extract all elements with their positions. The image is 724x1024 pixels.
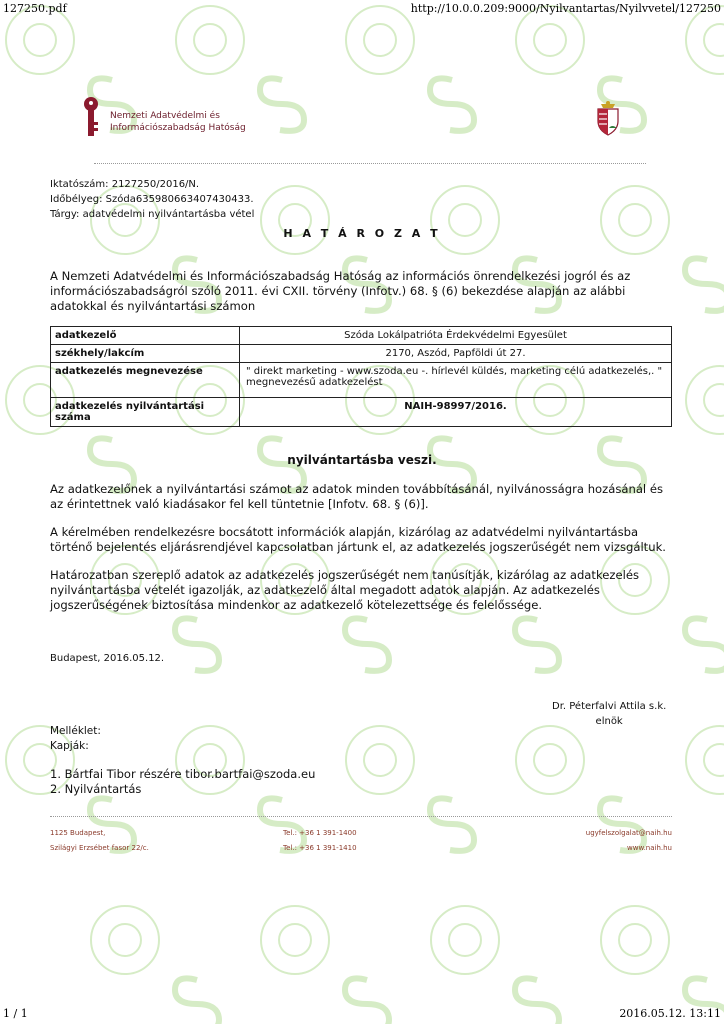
document-meta <box>50 177 254 222</box>
watermark-ring <box>261 906 329 974</box>
watermark-ring-inner <box>364 24 396 56</box>
watermark-ring <box>346 6 414 74</box>
print-page-number: 1 / 1 <box>3 1007 28 1020</box>
watermark-ring <box>176 6 244 74</box>
footer-tel: Tel.: +36 1 391-1400 <box>283 829 357 837</box>
watermark-glyph <box>430 798 474 851</box>
footer-contact <box>586 826 672 856</box>
watermark-ring-inner <box>704 744 724 776</box>
watermark-glyph <box>515 978 559 1024</box>
footer-fax: Tel.: +36 1 391-1410 <box>283 844 357 852</box>
watermark-ring <box>601 186 669 254</box>
table-value: Szóda Lokálpatrióta Érdekvédelmi Egyesület <box>240 327 672 345</box>
watermark-ring-inner <box>534 24 566 56</box>
table-key: székhely/lakcím <box>51 345 240 363</box>
print-url: http://10.0.0.209:9000/Nyilvantartas/Nyilvvetel/127250 <box>410 2 721 15</box>
place-date: Budapest, 2016.05.12. <box>50 653 165 664</box>
attachment-label: Melléklet: <box>50 725 101 737</box>
authority-name-line1: Nemzeti Adatvédelmi és <box>110 111 220 121</box>
footer-divider <box>50 816 672 817</box>
watermark-ring <box>686 726 724 794</box>
footer-address <box>50 826 149 856</box>
paragraph-3: Határozatban szereplő adatok az adatkezelés jogszerűségét nem tanúsítják, kizárólag az adatkezelés nyilvántartásba vételét igazolják, az adatkezelő által megadott adatok alapján. Az adatkezelés jogszerűségének biztosítása mindenkor az adatkezelő kötelezettsége és felelőssége. <box>50 568 640 612</box>
watermark-ring <box>431 186 499 254</box>
print-datetime: 2016.05.12. 13:11 <box>619 1007 721 1020</box>
footer-address-line1: 1125 Budapest, <box>50 829 106 837</box>
watermark-glyph <box>175 978 219 1024</box>
watermark-ring-inner <box>704 384 724 416</box>
watermark-ring <box>686 6 724 74</box>
watermark-glyph <box>345 978 389 1024</box>
watermark-ring-inner <box>364 744 396 776</box>
watermark-ring <box>686 366 724 434</box>
table-row <box>51 345 672 363</box>
table-row <box>51 327 672 345</box>
watermark-ring-inner <box>194 24 226 56</box>
watermark-ring <box>346 726 414 794</box>
list-item: 1. Bártfai Tibor részére tibor.bartfai@szoda.eu <box>50 767 316 781</box>
watermark-glyph <box>345 618 389 671</box>
signature-block <box>552 699 666 729</box>
watermark-ring-inner <box>619 924 651 956</box>
intro-paragraph: A Nemzeti Adatvédelmi és Információszabadság Hatóság az információs önrendelkezési jogról és az információszabadságról szóló 2011. évi CXII. törvény (Infotv.) 68. § (6) bekezdése alapján az alábbi adatokkal és nyilvántartási számon <box>50 269 631 313</box>
watermark-ring <box>516 6 584 74</box>
signatory-role: elnök <box>595 716 623 727</box>
print-filename: 127250.pdf <box>3 2 67 15</box>
list-item: 2. Nyilvántartás <box>50 782 142 796</box>
paragraph-1: Az adatkezelőnek a nyilvántartási számot az adatok minden továbbításánál, nyilvánosságra hozásánál és az érintettnek való kiadásakor fel kell tüntetnie [Infotv. 68. § (6)]. <box>50 482 664 511</box>
watermark-glyph <box>430 78 474 131</box>
footer-web: www.naih.hu <box>627 844 672 852</box>
coat-of-arms-icon <box>596 100 620 136</box>
watermark-ring-inner <box>279 924 311 956</box>
document-title: H A T Á R O Z A T <box>283 227 441 240</box>
table-key: adatkezelés nyilvántartási száma <box>51 398 240 427</box>
watermark-ring-inner <box>449 924 481 956</box>
timestamp: Időbélyeg: Szóda635980663407430433. <box>50 194 254 205</box>
watermark-ring <box>91 906 159 974</box>
authority-name-line2: Információszabadság Hatóság <box>110 123 246 133</box>
watermark-glyph <box>685 618 724 671</box>
watermark-glyph <box>175 618 219 671</box>
watermark-glyph <box>685 258 724 311</box>
watermark-ring <box>261 186 329 254</box>
watermark-ring-inner <box>534 744 566 776</box>
decision-text: nyilvántartásba veszi. <box>287 453 437 467</box>
table-key: adatkezelő <box>51 327 240 345</box>
table-row <box>51 398 672 427</box>
footer-phones <box>283 826 357 856</box>
key-icon <box>82 96 100 138</box>
registration-table <box>50 326 672 427</box>
signatory-name: Dr. Péterfalvi Attila s.k. <box>552 701 667 712</box>
footer-email: ugyfelszolgalat@naih.hu <box>585 829 672 837</box>
watermark-glyph <box>260 78 304 131</box>
watermark-ring <box>431 906 499 974</box>
subject: Tárgy: adatvédelmi nyilvántartásba vétel <box>50 209 255 220</box>
recipients-label: Kapják: <box>50 740 89 752</box>
watermark-ring <box>6 6 74 74</box>
watermark-ring-inner <box>109 924 141 956</box>
footer-address-line2: Szilágyi Erzsébet fasor 22/c. <box>50 844 149 852</box>
paragraph-2: A kérelmében rendelkezésre bocsátott információk alapján, kizárólag az adatvédelmi nyilvántartásba történő bejelentés eljárásrendjével kapcsolatban jártunk el, az adatkezelés jogszerűségét nem vizsgáltuk. <box>50 525 666 554</box>
attachments <box>50 724 101 754</box>
table-value: 2170, Aszód, Papföldi út 27. <box>240 345 672 363</box>
watermark-ring-inner <box>24 24 56 56</box>
recipients-list <box>50 767 315 797</box>
table-row <box>51 363 672 398</box>
watermark-ring <box>601 906 669 974</box>
watermark-ring <box>516 726 584 794</box>
watermark-glyph <box>515 618 559 671</box>
header-divider <box>94 163 646 164</box>
table-value: " direkt marketing - www.szoda.eu -. hírlevél küldés, marketing célú adatkezelés,. " megnevezésű adatkezelést <box>240 363 672 398</box>
authority-logo <box>82 96 246 138</box>
file-number: Iktatószám: 2127250/2016/N. <box>50 179 200 190</box>
registration-number: NAIH-98997/2016. <box>240 398 672 427</box>
watermark-ring-inner <box>704 24 724 56</box>
table-key: adatkezelés megnevezése <box>51 363 240 398</box>
